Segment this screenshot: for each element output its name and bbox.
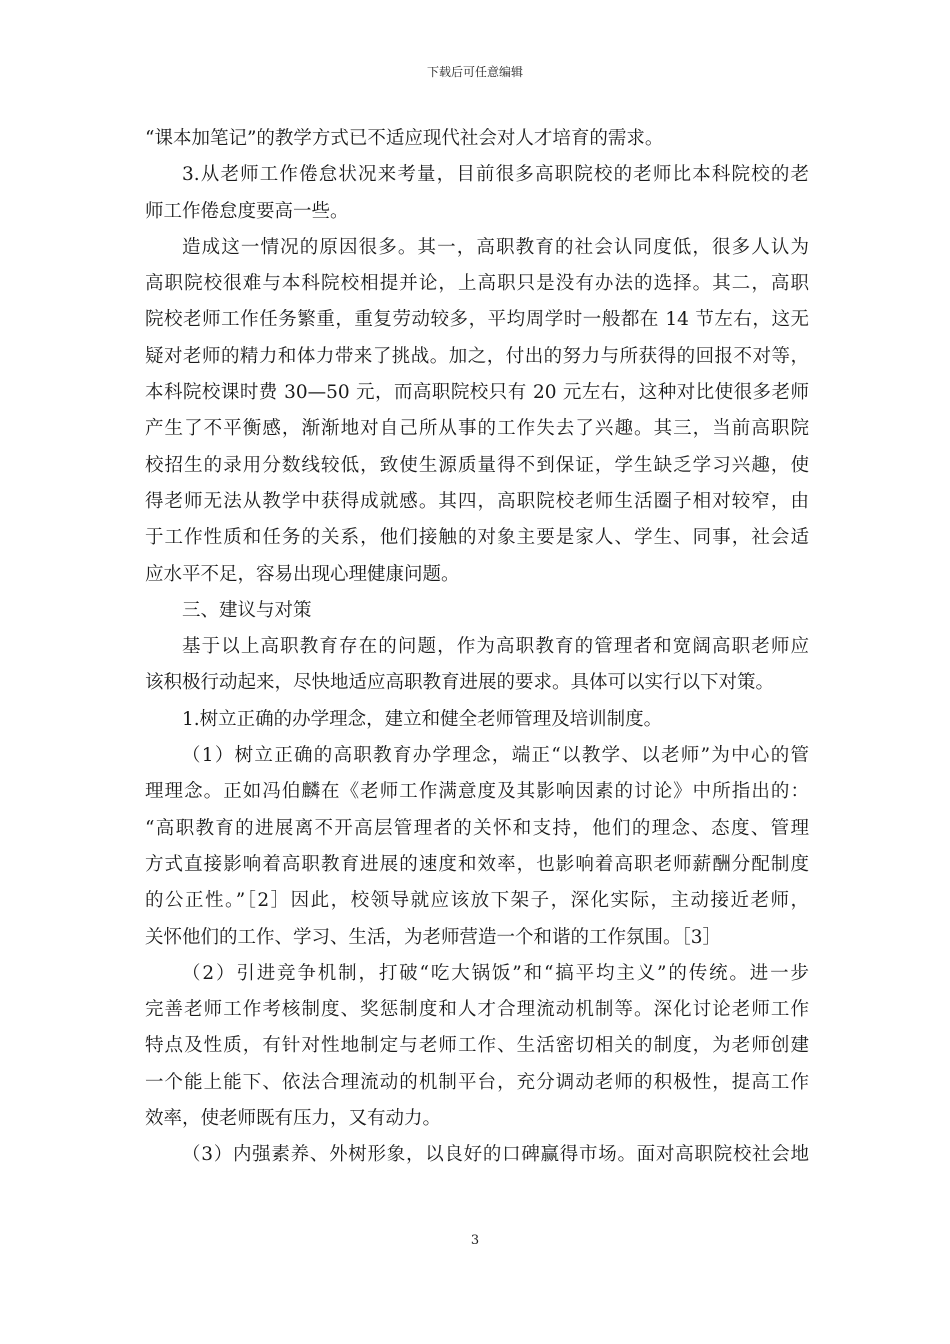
paragraph-line: （2）引进竞争机制，打破“吃大锅饭”和“搞平均主义”的传统。进一步	[182, 962, 809, 984]
paragraph-line: 完善老师工作考核制度、奖惩制度和人才合理流动机制等。深化讨论老师工作	[145, 999, 809, 1021]
paragraph-line: 产生了不平衡感，渐渐地对自己所从事的工作失去了兴趣。其三，当前高职院	[145, 418, 809, 440]
paragraph-line: （3）内强素养、外树形象，以良好的口碑赢得市场。面对高职院校社会地	[182, 1144, 809, 1166]
paragraph-line: 校招生的录用分数线较低，致使生源质量得不到保证，学生缺乏学习兴趣，使	[145, 454, 809, 476]
paragraph-line: 方式直接影响着高职教育进展的速度和效率，也影响着高职老师薪酬分配制度	[145, 853, 809, 875]
paragraph-line: 本科院校课时费 30—50 元，而高职院校只有 20 元左右，这种对比使很多老师	[145, 382, 809, 404]
paragraph-line: 得老师无法从教学中获得成就感。其四，高职院校老师生活圈子相对较窄，由	[145, 490, 809, 512]
paragraph-line: “高职教育的进展离不开高层管理者的关怀和支持，他们的理念、态度、管理	[145, 817, 809, 839]
paragraph-line: 特点及性质，有针对性地制定与老师工作、生活密切相关的制度，为老师创建	[145, 1035, 809, 1057]
paragraph-line: “课本加笔记”的教学方式已不适应现代社会对人才培育的需求。	[145, 128, 664, 149]
paragraph-line: 关怀他们的工作、学习、生活，为老师营造一个和谐的工作氛围。［3］	[145, 926, 722, 948]
page-number: 3	[470, 1233, 480, 1248]
page-header: 下载后可任意编辑	[426, 65, 523, 79]
paragraph-line: 一个能上能下、依法合理流动的机制平台，充分调动老师的积极性，提高工作	[145, 1071, 809, 1093]
subheading: 1.树立正确的办学理念，建立和健全老师管理及培训制度。	[182, 708, 663, 730]
paragraph-line: 疑对老师的精力和体力带来了挑战。加之，付出的努力与所获得的回报不对等，	[145, 345, 809, 367]
paragraph-line: 3.从老师工作倦怠状况来考量，目前很多高职院校的老师比本科院校的老	[182, 164, 809, 186]
paragraph-line: 院校老师工作任务繁重，重复劳动较多，平均周学时一般都在 14 节左右，这无	[145, 309, 809, 331]
paragraph-line: 师工作倦怠度要高一些。	[145, 200, 349, 222]
paragraph-line: （1）树立正确的高职教育办学理念，端正“以教学、以老师”为中心的管	[182, 745, 809, 767]
paragraph-line: 于工作性质和任务的关系，他们接触的对象主要是家人、学生、同事，社会适	[145, 527, 809, 549]
paragraph-line: 效率，使老师既有压力，又有动力。	[145, 1108, 442, 1130]
paragraph-line: 应水平不足，容易出现心理健康问题。	[145, 563, 460, 585]
document-body	[145, 121, 809, 1174]
section-heading: 三、建议与对策	[182, 599, 312, 621]
paragraph-line: 基于以上高职教育存在的问题，作为高职教育的管理者和宽阔高职老师应	[182, 636, 809, 658]
paragraph-line: 该积极行动起来，尽快地适应高职教育进展的要求。具体可以实行以下对策。	[145, 672, 775, 694]
paragraph-line: 的公正性。”［2］因此，校领导就应该放下架子，深化实际，主动接近老师，	[145, 890, 809, 912]
paragraph-line: 理理念。正如冯伯麟在《老师工作满意度及其影响因素的讨论》中所指出的：	[145, 781, 809, 803]
paragraph-line: 造成这一情况的原因很多。其一，高职教育的社会认同度低，很多人认为	[182, 236, 809, 258]
paragraph-line: 高职院校很难与本科院校相提并论，上高职只是没有办法的选择。其二，高职	[145, 273, 809, 295]
